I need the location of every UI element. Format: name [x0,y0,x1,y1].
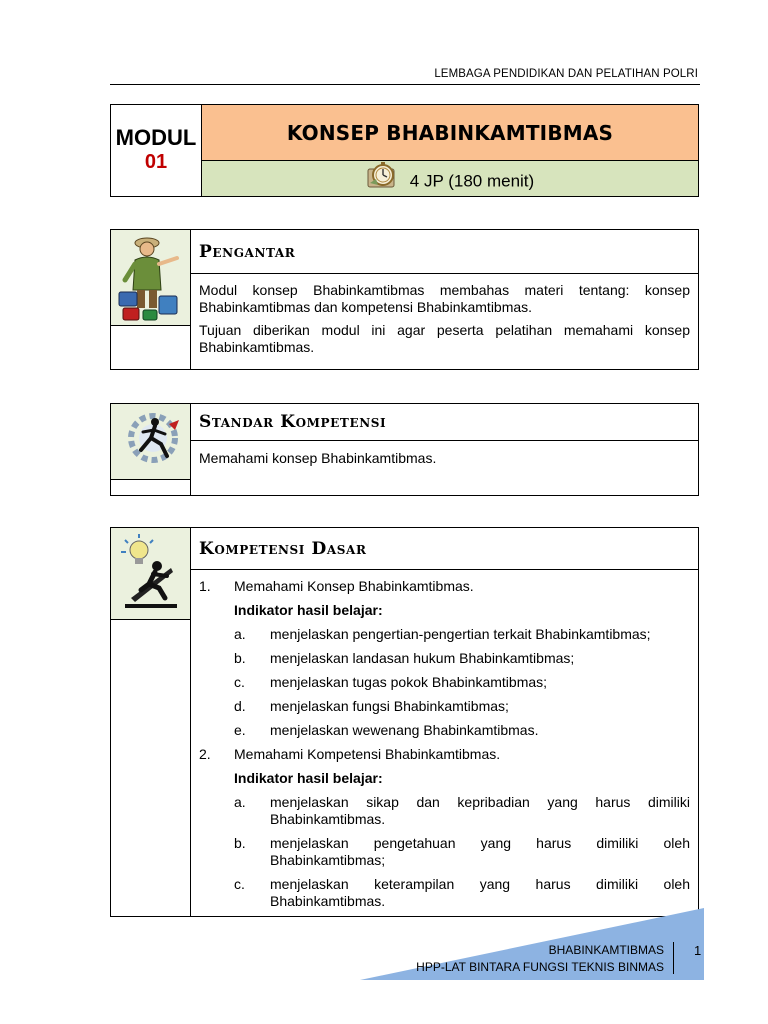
sub-letter: a. [234,626,246,642]
kd-item-1-indikator [199,602,690,619]
sub-text: menjelaskan tugas pokok Bhabinkamtibmas; [270,674,548,690]
kd-item-1-sub-c [199,674,690,691]
module-title: KONSEP BHABINKAMTIBMAS [202,105,698,161]
kd-item-2-indikator [199,770,690,787]
kd-icon-column [111,528,191,916]
sub-text: menjelaskan wewenang Bhabinkamtibmas. [270,722,539,738]
kompetensi-dasar-section [110,527,699,917]
kd-heading: Kompetensi Dasar [191,528,698,570]
explorer-with-luggage-icon [111,230,190,326]
kd-icon-area [111,528,190,620]
sub-letter: c. [234,674,245,690]
pengantar-paragraph-1: Modul konsep Bhabinkamtibmas membahas materi tentang: konsep Bhabinkamtibmas dan kompetensi Bhabinkamtibmas. [199,282,690,315]
standar-body [191,450,698,467]
pengantar-section [110,229,699,370]
kd-item-2-sub-c [199,876,690,910]
header-institution: LEMBAGA PENDIDIKAN DAN PELATIHAN POLRI [434,68,698,80]
standar-icon-column [111,404,191,495]
kd-item-2-text: Memahami Kompetensi Bhabinkamtibmas. [234,746,501,762]
sub-letter: b. [234,650,246,666]
pengantar-icon-area [111,230,190,326]
duration-cell [202,161,698,196]
kd-item-1-sub-a [199,626,690,643]
standar-heading: Standar Kompetensi [191,404,698,441]
pengantar-heading: Pengantar [191,230,698,274]
header-rule [110,84,700,85]
pengantar-body [191,282,698,356]
kd-item-2-indikator-label: Indikator hasil belajar: [234,770,383,786]
modul-number: 01 [144,151,168,173]
kd-item-1-sub-e [199,722,690,739]
kd-item-1 [199,578,690,595]
kd-item-1-number: 1. [199,578,211,594]
footer-subject: BHABINKAMTIBMAS [548,943,664,957]
lightbulb-climber-icon [111,528,190,620]
kd-item-2-sub-a [199,794,690,828]
standar-kompetensi-section [110,403,699,496]
standar-text: Memahami konsep Bhabinkamtibmas. [199,450,437,466]
sub-text: menjelaskan fungsi Bhabinkamtibmas; [270,698,509,714]
pengantar-icon-column [111,230,191,369]
kd-body [191,578,698,910]
sub-text: menjelaskan sikap dan kepribadian yang harus dimiliki Bhabinkamtibmas. [270,794,690,827]
sub-letter: e. [234,722,246,738]
standar-icon-area [111,404,190,480]
module-title-box [110,104,699,197]
sub-text: menjelaskan landasan hukum Bhabinkamtibmas; [270,650,575,666]
kd-item-1-indikator-label: Indikator hasil belajar: [234,602,383,618]
footer-program: HPP-LAT BINTARA FUNGSI TEKNIS BINMAS [416,960,664,974]
sub-text: menjelaskan keterampilan yang harus dimiliki oleh Bhabinkamtibmas. [270,876,690,909]
sub-text: menjelaskan pengetahuan yang harus dimiliki oleh Bhabinkamtibmas; [270,835,690,868]
sub-letter: b. [234,835,246,851]
kd-item-2 [199,746,690,763]
stopwatch-icon [366,161,398,201]
sub-text: menjelaskan pengertian-pengertian terkait Bhabinkamtibmas; [270,626,651,642]
running-figure-gear-icon [111,404,190,480]
page-number: 1 [694,943,702,958]
sub-letter: d. [234,698,246,714]
sub-letter: a. [234,794,246,810]
sub-letter: c. [234,876,245,892]
kd-item-1-text: Memahami Konsep Bhabinkamtibmas. [234,578,474,594]
pengantar-paragraph-2: Tujuan diberikan modul ini agar peserta pelatihan memahami konsep Bhabinkamtibmas. [199,322,690,355]
modul-label: MODUL [115,125,197,150]
kd-item-1-sub-d [199,698,690,715]
kd-item-1-sub-b [199,650,690,667]
kd-item-2-sub-b [199,835,690,869]
duration-text: 4 JP (180 menit) [409,171,535,191]
kd-item-2-number: 2. [199,746,211,762]
footer-separator [673,942,674,974]
modul-cell [111,105,202,196]
